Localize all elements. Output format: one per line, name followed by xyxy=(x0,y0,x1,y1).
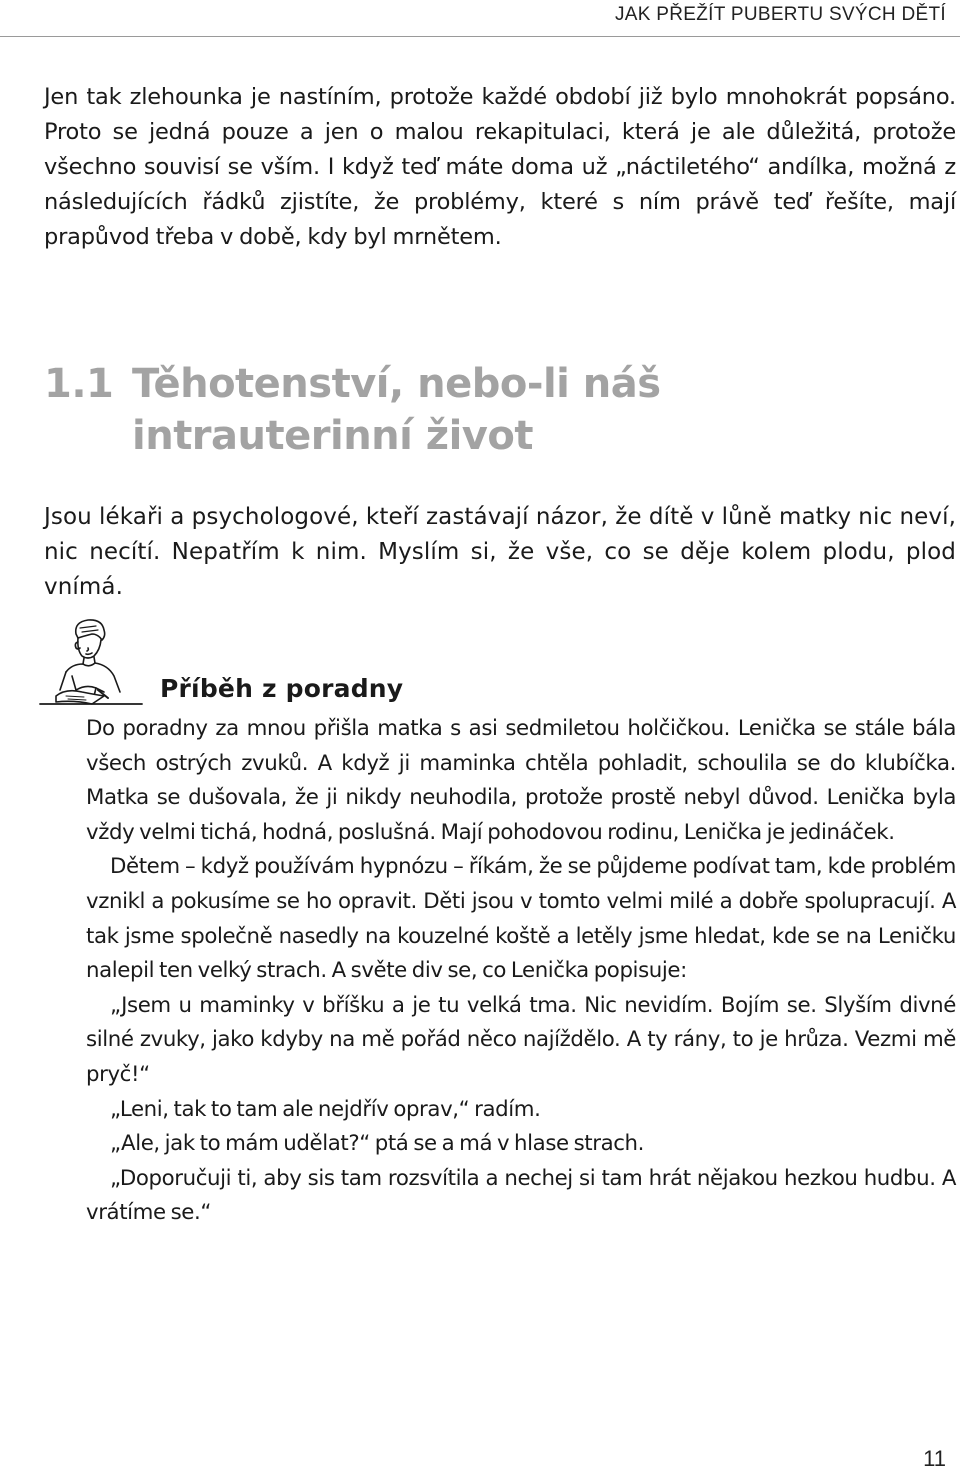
story-quote: „Doporučuji ti, aby sis tam rozsvítila a nechej si tam hrát nějakou hezkou hudbu. A vrátíme se.“ xyxy=(86,1165,956,1226)
story-quote: „Jsem u maminky v bříšku a je tu velká tma. Nic nevidím. Bojím se. Slyším divné silné zvuky, jako kdyby na mě pořád něco najíždělo. A ty rány, to je hrůza. Vezmi mě pryč!“ xyxy=(86,992,956,1087)
section-number: 1.1 xyxy=(44,361,114,407)
page-number: 11 xyxy=(923,1446,946,1471)
section-heading xyxy=(44,358,944,462)
story-quote: „Ale, jak to mám udělat?“ ptá se a má v hlase strach. xyxy=(110,1131,645,1157)
section-lead-paragraph: Jsou lékaři a psychologové, kteří zastávají názor, že dítě v lůně matky nic neví, nic necítí. Nepatřím k nim. Myslím si, že vše, co se děje kolem plodu, plod vnímá. xyxy=(44,504,956,600)
story-paragraph: Dětem – když používám hypnózu – říkám, že se půjdeme podívat tam, kde problém vznikl a pokusíme se ho opravit. Děti jsou v tomto velmi milé a dobře spolupracují. A tak jsme společně nasedly na kouzelné koště a letěly jsme hledat, kde se na Leničku nalepil ten velký strach. A světe div se, co Lenička popisuje: xyxy=(86,854,956,984)
intro-paragraph: Jen tak zlehounka je nastíním, protože každé období již bylo mnohokrát popsáno. Proto se jedná pouze a jen o malou rekapitulaci, která je ale důležitá, protože všechno souvisí se vším. I když teď máte doma už „náctiletého“ andílka, možná z následujících řádků zjistíte, že problémy, které s ním právě teď řešíte, mají prapůvod třeba v době, kdy byl mrnětem. xyxy=(44,84,956,250)
running-header: JAK PŘEŽÍT PUBERTU SVÝCH DĚTÍ xyxy=(614,4,946,25)
counselor-writing-icon xyxy=(36,612,144,712)
story-paragraph: Do poradny za mnou přišla matka s asi sedmiletou holčičkou. Lenička se stále bála všech ostrých zvuků. A když ji maminka chtěla pohladit, schoulila se do klubíčka. Matka se dušovala, že ji nikdy neuhodila, protože prostě nebyl důvod. Lenička byla vždy velmi tichá, hodná, poslušná. Mají pohodovou rodinu, Lenička je jedináček. xyxy=(86,716,956,845)
section-title: Těhotenství, nebo-li náš intrauterinní život xyxy=(132,361,661,459)
story-quote: „Leni, tak to tam ale nejdřív oprav,“ radím. xyxy=(110,1096,541,1122)
story-body xyxy=(86,712,956,1231)
story-heading: Příběh z poradny xyxy=(160,674,404,703)
header-divider xyxy=(0,36,960,37)
